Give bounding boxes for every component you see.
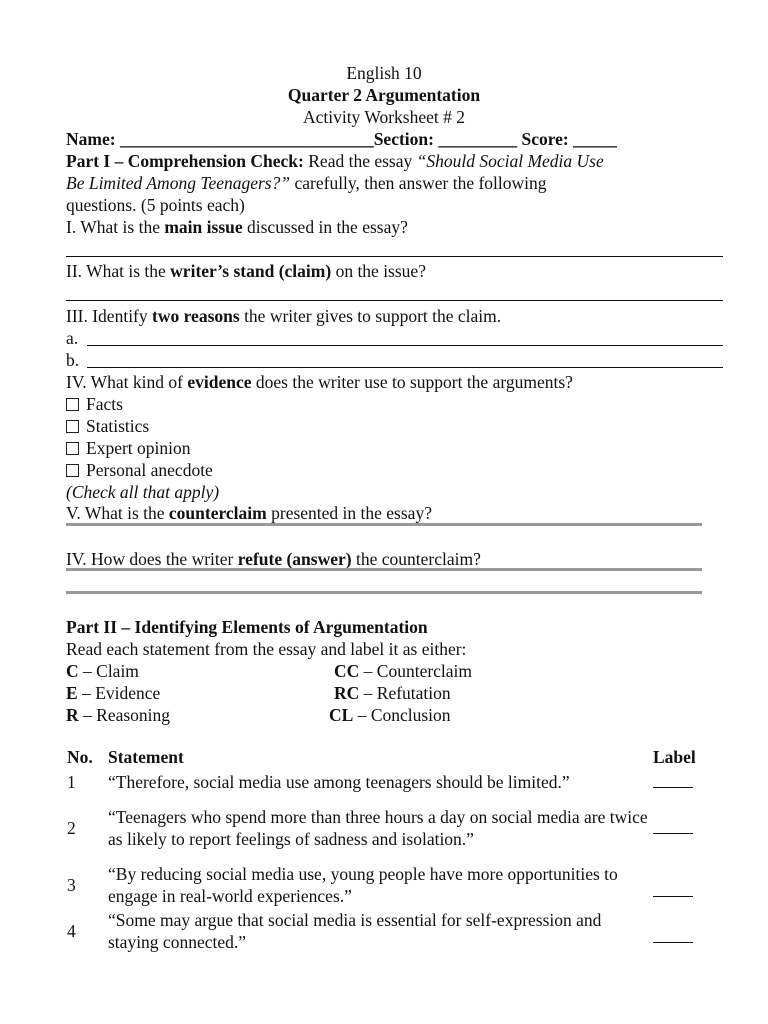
header-statement: Statement bbox=[108, 747, 184, 767]
legend-conclusion bbox=[329, 704, 451, 726]
worksheet-subtitle: Activity Worksheet # 2 bbox=[302, 107, 466, 127]
part1-intro-line1 bbox=[66, 150, 604, 172]
part2-instructions: Read each statement from the essay and label it as either: bbox=[66, 639, 467, 659]
checkbox-icon[interactable] bbox=[66, 464, 79, 477]
answer-line-q6b[interactable] bbox=[66, 591, 702, 594]
question-4 bbox=[66, 371, 573, 393]
q3-key: two reasons bbox=[152, 306, 240, 326]
part1-intro-c: questions. (5 points each) bbox=[66, 195, 245, 215]
answer-line-q2[interactable] bbox=[66, 300, 723, 301]
q5-pre: V. What is the bbox=[66, 503, 165, 523]
part1-intro-a: Read the essay bbox=[308, 151, 413, 171]
legend-code: C bbox=[66, 661, 79, 681]
legend-reasoning bbox=[66, 704, 170, 726]
label-cell bbox=[648, 862, 713, 908]
name-label: Name: bbox=[66, 129, 116, 149]
label-cell bbox=[648, 794, 713, 862]
row-number: 3 bbox=[67, 875, 76, 895]
q5-post: presented in the essay? bbox=[271, 503, 432, 523]
question-2 bbox=[66, 260, 426, 282]
checkbox-icon[interactable] bbox=[66, 420, 79, 433]
answer-line-q3b[interactable] bbox=[87, 367, 723, 368]
option-label: Personal anecdote bbox=[86, 460, 213, 480]
label-blank[interactable] bbox=[653, 832, 693, 834]
statements-table bbox=[62, 744, 713, 954]
q1-key: main issue bbox=[164, 217, 243, 237]
legend-code: E bbox=[66, 683, 78, 703]
option-facts[interactable] bbox=[66, 393, 123, 415]
q3-item-a: a. bbox=[66, 328, 79, 348]
q4-pre: IV. What kind of bbox=[66, 372, 183, 392]
essay-title-cont: Be Limited Among Teenagers?” bbox=[66, 173, 291, 193]
question-3 bbox=[66, 305, 501, 327]
score-field[interactable]: _____ bbox=[573, 129, 617, 149]
table-header-row bbox=[62, 744, 713, 770]
legend-text: – Counterclaim bbox=[363, 661, 473, 681]
q2-key: writer’s stand (claim) bbox=[170, 261, 332, 281]
legend-counterclaim bbox=[334, 660, 472, 682]
option-label: Expert opinion bbox=[86, 438, 191, 458]
options-note: (Check all that apply) bbox=[66, 482, 220, 502]
part2-heading: Part II – Identifying Elements of Argumentation bbox=[66, 617, 428, 637]
question-6 bbox=[66, 548, 481, 570]
part1-heading: Part I – Comprehension Check: bbox=[66, 151, 304, 171]
legend-code: CL bbox=[329, 705, 354, 725]
answer-line-q6a[interactable] bbox=[66, 568, 702, 571]
q5-key: counterclaim bbox=[168, 503, 267, 523]
option-expert-opinion[interactable] bbox=[66, 437, 191, 459]
legend-text: – Conclusion bbox=[357, 705, 451, 725]
legend-code: R bbox=[66, 705, 79, 725]
table-row bbox=[62, 770, 713, 794]
student-info-line bbox=[66, 128, 617, 150]
row-statement: “Teenagers who spend more than three hours a day on social media are twice as likely to report feelings of sadness and isolation.” bbox=[108, 807, 648, 849]
part1-intro-b: carefully, then answer the following bbox=[294, 173, 547, 193]
worksheet-title: Quarter 2 Argumentation bbox=[287, 85, 481, 105]
essay-title: “Should Social Media Use bbox=[416, 151, 604, 171]
option-statistics[interactable] bbox=[66, 415, 149, 437]
option-personal-anecdote[interactable] bbox=[66, 459, 213, 481]
score-label: Score: bbox=[521, 129, 569, 149]
row-number: 2 bbox=[67, 818, 76, 838]
row-statement: “Some may argue that social media is essential for self-expression and staying connected.” bbox=[108, 910, 602, 952]
legend-refutation bbox=[334, 682, 451, 704]
q4-key: evidence bbox=[187, 372, 252, 392]
name-field[interactable]: _____________________________ bbox=[119, 129, 374, 149]
legend-text: – Claim bbox=[83, 661, 139, 681]
table-row bbox=[62, 908, 713, 954]
q6-pre: IV. How does the writer bbox=[66, 549, 234, 569]
checkbox-icon[interactable] bbox=[66, 442, 79, 455]
answer-line-q3a[interactable] bbox=[87, 345, 723, 346]
q4-post: does the writer use to support the arguments? bbox=[255, 372, 573, 392]
q6-key: refute (answer) bbox=[237, 549, 352, 569]
q2-post: on the issue? bbox=[335, 261, 426, 281]
option-label: Statistics bbox=[86, 416, 150, 436]
q3-item-b: b. bbox=[66, 350, 80, 370]
row-statement: “Therefore, social media use among teenagers should be limited.” bbox=[108, 772, 570, 792]
section-label: Section: bbox=[373, 129, 434, 149]
label-blank[interactable] bbox=[653, 786, 693, 788]
table-row bbox=[62, 794, 713, 862]
row-number: 1 bbox=[67, 772, 76, 792]
part1-intro-line2 bbox=[66, 172, 547, 194]
label-blank[interactable] bbox=[653, 941, 693, 943]
q1-pre: I. What is the bbox=[66, 217, 160, 237]
legend-code: RC bbox=[334, 683, 360, 703]
checkbox-icon[interactable] bbox=[66, 398, 79, 411]
subject-heading: English 10 bbox=[346, 63, 422, 83]
legend-text: – Reasoning bbox=[83, 705, 171, 725]
question-1 bbox=[66, 216, 408, 238]
q1-post: discussed in the essay? bbox=[247, 217, 408, 237]
q3-post: the writer gives to support the claim. bbox=[244, 306, 502, 326]
legend-text: – Evidence bbox=[82, 683, 161, 703]
header-no: No. bbox=[67, 747, 93, 767]
q6-post: the counterclaim? bbox=[355, 549, 481, 569]
q3-pre: III. Identify bbox=[66, 306, 148, 326]
answer-line-q5[interactable] bbox=[66, 523, 702, 526]
answer-line-q1[interactable] bbox=[66, 256, 723, 257]
legend-evidence bbox=[66, 682, 160, 704]
row-statement: “By reducing social media use, young people have more opportunities to engage in real-world experiences.” bbox=[108, 864, 618, 906]
label-cell bbox=[648, 770, 713, 794]
label-cell bbox=[648, 908, 713, 954]
table-row bbox=[62, 862, 713, 908]
legend-code: CC bbox=[334, 661, 360, 681]
section-field[interactable]: _________ bbox=[438, 129, 518, 149]
question-5 bbox=[66, 502, 432, 524]
legend-claim bbox=[66, 660, 139, 682]
legend-text: – Refutation bbox=[363, 683, 451, 703]
option-label: Facts bbox=[86, 394, 123, 414]
row-number: 4 bbox=[67, 921, 76, 941]
header-label: Label bbox=[653, 747, 696, 767]
q2-pre: II. What is the bbox=[66, 261, 166, 281]
label-blank[interactable] bbox=[653, 895, 693, 897]
